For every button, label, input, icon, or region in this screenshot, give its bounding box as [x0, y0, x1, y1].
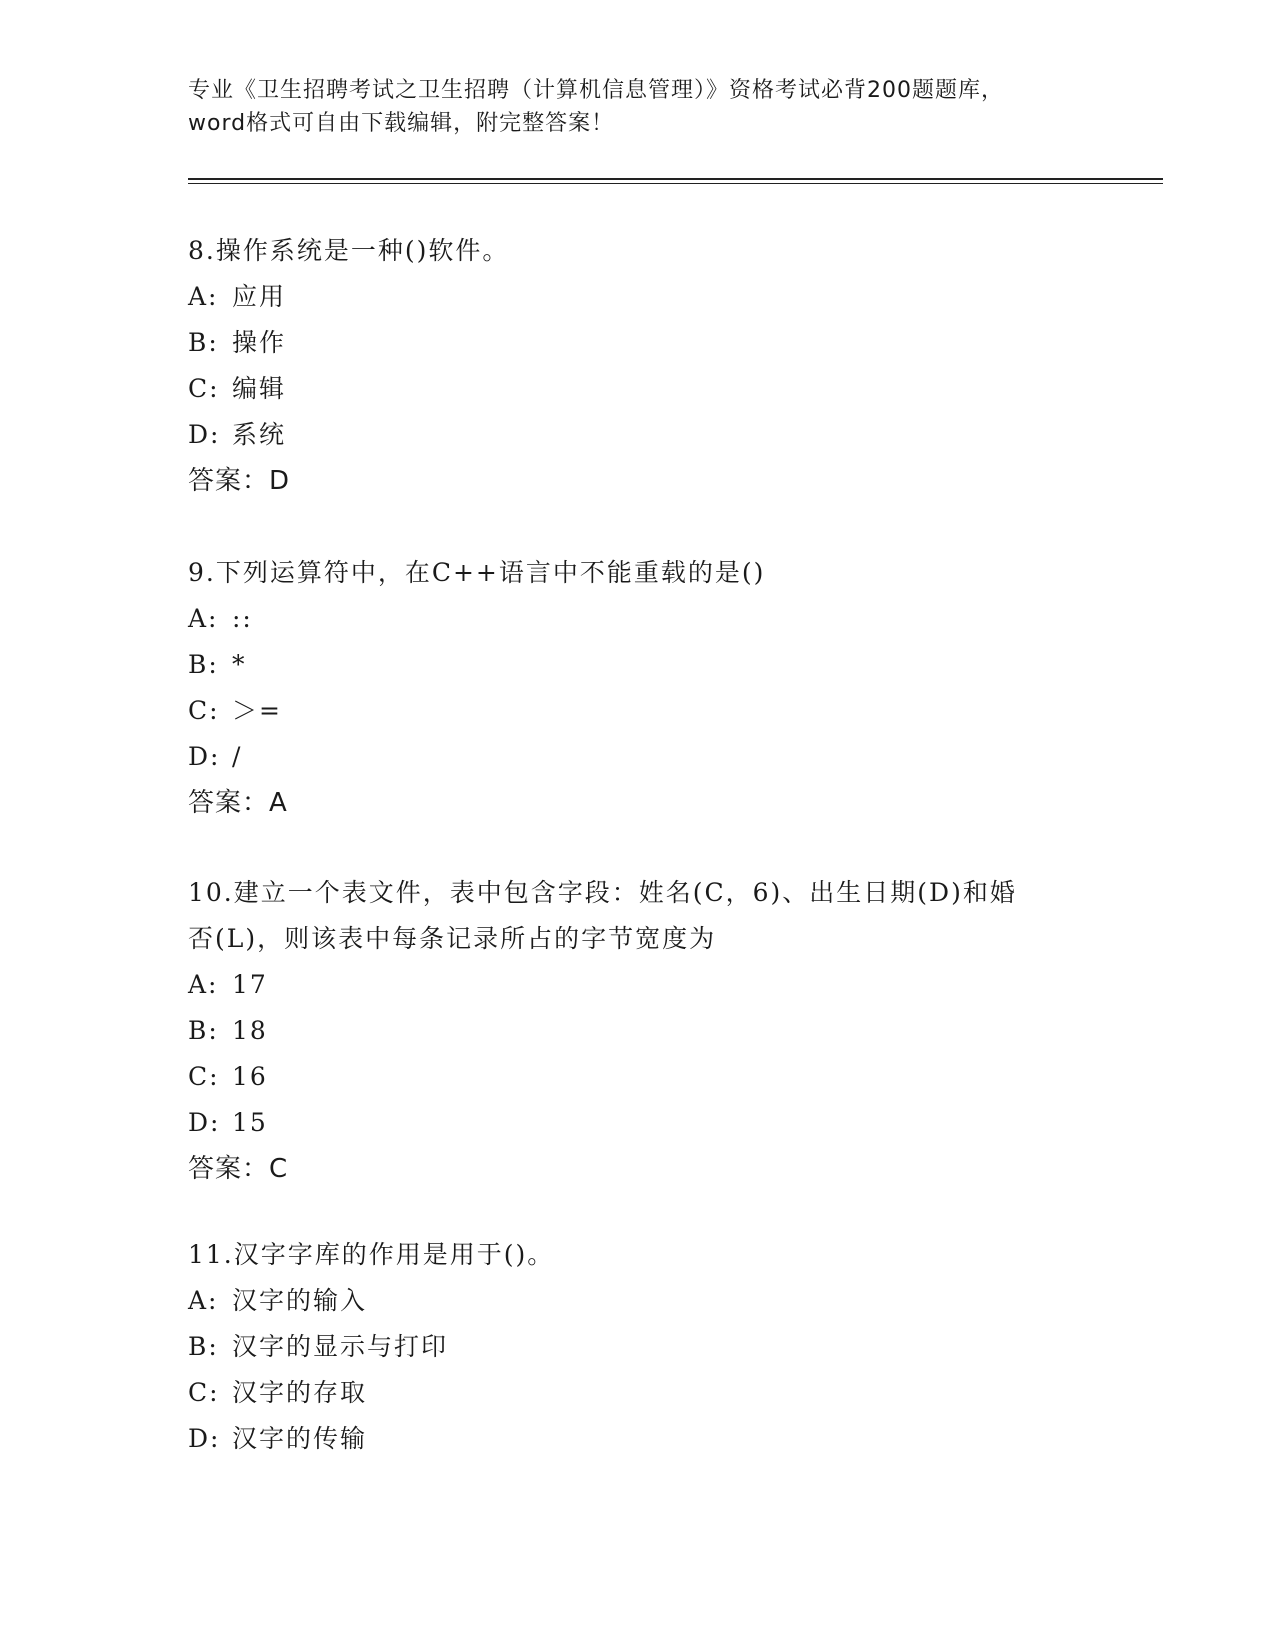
option-letter: B:	[188, 650, 219, 679]
option-b	[188, 1324, 1088, 1370]
option-text: 15	[232, 1108, 268, 1137]
option-letter: D:	[188, 1108, 221, 1137]
question-title-line-2: 否(L)，则该表中每条记录所占的字节宽度为	[188, 924, 717, 953]
option-letter: B:	[188, 328, 219, 357]
option-c	[188, 1370, 1088, 1416]
option-text: 汉字的输入	[232, 1286, 368, 1315]
option-a	[188, 962, 1088, 1008]
question-10	[188, 870, 1088, 1192]
option-text: *	[232, 650, 247, 679]
question-title: 11.汉字字库的作用是用于()。	[188, 1240, 555, 1269]
option-text: 汉字的传输	[232, 1424, 368, 1453]
option-letter: C:	[188, 1062, 220, 1091]
option-c	[188, 688, 1088, 734]
answer-line: 答案：D	[188, 466, 291, 496]
question-8	[188, 228, 1088, 504]
option-c	[188, 1054, 1088, 1100]
question-title-line-1: 10.建立一个表文件，表中包含字段：姓名(C，6)、出生日期(D)和婚	[188, 878, 1017, 907]
option-letter: C:	[188, 1378, 220, 1407]
option-letter: B:	[188, 1016, 219, 1045]
option-text: ＞=	[232, 696, 282, 725]
option-letter: A:	[188, 970, 219, 999]
option-letter: B:	[188, 1332, 219, 1361]
answer-line: 答案：A	[188, 788, 288, 818]
document-header	[188, 74, 1088, 140]
option-letter: C:	[188, 374, 220, 403]
option-text: 汉字的显示与打印	[232, 1332, 449, 1361]
option-a	[188, 274, 1088, 320]
option-text: 18	[232, 1016, 268, 1045]
option-text: 16	[232, 1062, 268, 1091]
option-text: ::	[232, 604, 253, 633]
option-letter: A:	[188, 282, 219, 311]
option-text: 汉字的存取	[232, 1378, 368, 1407]
header-line-1: 专业《卫生招聘考试之卫生招聘（计算机信息管理）》资格考试必背200题题库，	[188, 78, 1004, 103]
option-letter: C:	[188, 696, 220, 725]
option-b	[188, 1008, 1088, 1054]
answer-line: 答案：C	[188, 1154, 289, 1184]
question-title: 9.下列运算符中，在C++语言中不能重载的是()	[188, 558, 766, 587]
option-d	[188, 1416, 1088, 1462]
option-b	[188, 642, 1088, 688]
option-letter: D:	[188, 1424, 221, 1453]
question-9	[188, 550, 1088, 826]
header-divider-thick	[188, 178, 1163, 180]
option-text: 17	[232, 970, 268, 999]
option-text: 操作	[232, 328, 287, 357]
option-letter: A:	[188, 1286, 219, 1315]
option-text: 编辑	[232, 374, 287, 403]
question-11	[188, 1232, 1088, 1462]
option-letter: D:	[188, 420, 221, 449]
option-text: /	[232, 742, 243, 771]
option-letter: A:	[188, 604, 219, 633]
option-d	[188, 734, 1088, 780]
option-b	[188, 320, 1088, 366]
option-text: 应用	[232, 282, 287, 311]
header-line-2: word格式可自由下载编辑，附完整答案！	[188, 111, 615, 136]
option-a	[188, 596, 1088, 642]
option-text: 系统	[232, 420, 287, 449]
header-divider-thin	[188, 183, 1163, 184]
option-d	[188, 412, 1088, 458]
option-a	[188, 1278, 1088, 1324]
option-d	[188, 1100, 1088, 1146]
question-title: 8.操作系统是一种()软件。	[188, 236, 510, 265]
option-c	[188, 366, 1088, 412]
option-letter: D:	[188, 742, 221, 771]
